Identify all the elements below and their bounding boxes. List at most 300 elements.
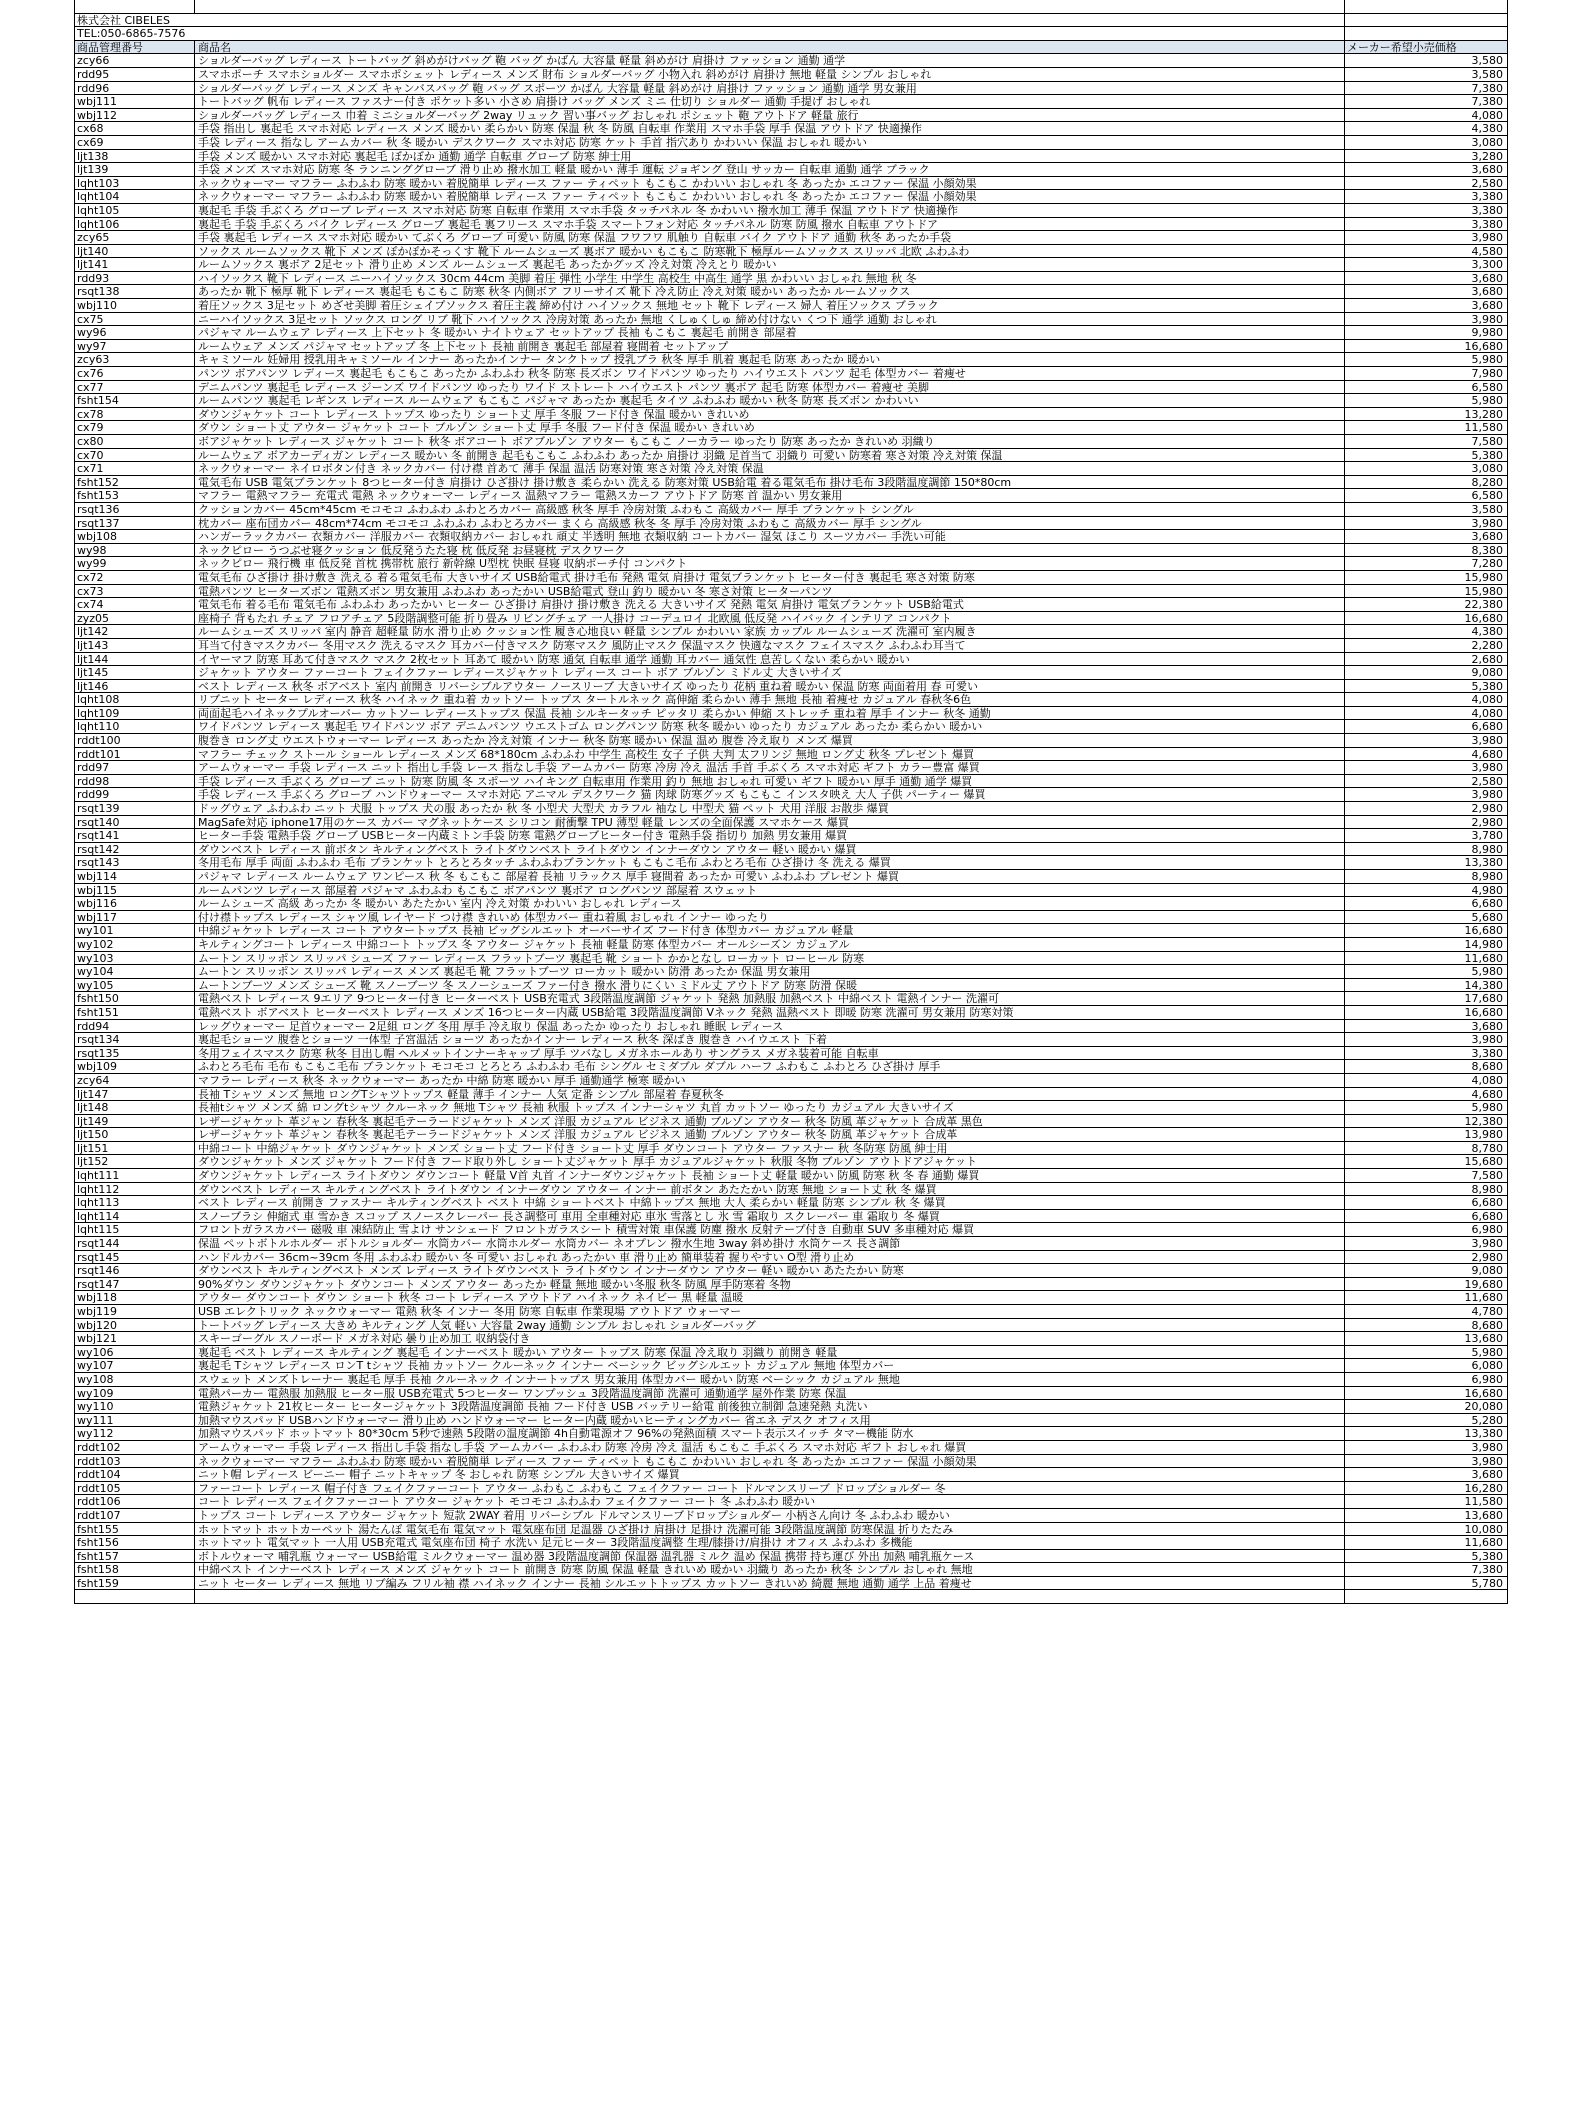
product-code[interactable]: wy99 xyxy=(74,557,194,571)
product-name[interactable]: 電熱パーカー 電熱服 加熱服 ヒーター服 USB充電式 5つヒーター ワンプッシュ 3段階温度調節 洗濯可 通勤通学 屋外作業 防寒 保温 xyxy=(194,1387,1344,1401)
product-name[interactable]: 手袋 メンズ 暖かい スマホ対応 裏起毛 ぼかぼか 通勤 通学 自転車 グローブ 防寒 紳士用 xyxy=(194,150,1344,164)
header-code[interactable]: 商品管理番号 xyxy=(74,41,194,55)
product-name[interactable]: ムートンブーツ メンズ シューズ 靴 スノーブーツ 冬 スノーシューズ ファー付き 撥水 滑りにくい ミドル丈 アウトドア 防寒 防滑 保暖 xyxy=(194,979,1344,993)
product-code[interactable]: wbj119 xyxy=(74,1305,194,1319)
product-code[interactable]: wy110 xyxy=(74,1400,194,1414)
product-name[interactable]: USB エレクトリック ネックウォーマー 電熱 秋冬 インナー 冬用 防寒 自転車 作業現場 アウトドア ウォーマー xyxy=(194,1305,1344,1319)
product-code[interactable]: rddt107 xyxy=(74,1509,194,1523)
product-name[interactable]: ニット セーター レディース 無地 リブ編み フリル袖 襟 ハイネック インナー 長袖 シルエットトップス カットソー きれいめ 綺麗 無地 通勤 通学 上品 着痩せ xyxy=(194,1577,1344,1591)
product-price[interactable]: 8,680 xyxy=(1344,1319,1508,1333)
product-price[interactable]: 17,680 xyxy=(1344,992,1508,1006)
product-price[interactable]: 16,680 xyxy=(1344,924,1508,938)
product-code[interactable]: lqht111 xyxy=(74,1169,194,1183)
product-code[interactable]: wy104 xyxy=(74,965,194,979)
product-name[interactable]: 裏起毛ショーツ 腹巻とショーツ 一体型 子宮温活 ショーツ あったかインナー レディース 秋冬 深ばき 腹巻き ハイウエスト 下着 xyxy=(194,1033,1344,1047)
product-name[interactable]: ニット帽 レディース ビーニー 帽子 ニットキャップ 冬 おしゃれ 防寒 シンプル 大きいサイズ 爆買 xyxy=(194,1468,1344,1482)
product-price[interactable]: 5,980 xyxy=(1344,353,1508,367)
product-code[interactable]: lqht115 xyxy=(74,1223,194,1237)
product-code[interactable]: wbj116 xyxy=(74,897,194,911)
product-price[interactable]: 10,080 xyxy=(1344,1523,1508,1537)
product-price[interactable]: 6,680 xyxy=(1344,720,1508,734)
product-name[interactable]: 電気毛布 着る毛布 電気毛布 ふわふわ あったかい ヒーター ひざ掛け 肩掛け 掛け敷き 洗える 大きいサイズ 発熱 電気 肩掛け 電気ブランケット USB給電式 xyxy=(194,598,1344,612)
product-code[interactable]: ljt143 xyxy=(74,639,194,653)
product-price[interactable]: 7,380 xyxy=(1344,1563,1508,1577)
product-price[interactable]: 19,680 xyxy=(1344,1278,1508,1292)
product-code[interactable]: fsht155 xyxy=(74,1523,194,1537)
product-code[interactable]: ljt150 xyxy=(74,1128,194,1142)
product-name[interactable]: 座椅子 背もたれ チェア フロアチェア 5段階調整可能 折り畳み リビングチェア 一人掛け コーデュロイ 北欧風 低反発 ハイバック インテリア コンパクト xyxy=(194,612,1344,626)
product-price[interactable]: 4,980 xyxy=(1344,884,1508,898)
product-code[interactable]: wy101 xyxy=(74,924,194,938)
product-name[interactable]: ボアジャケット レディース ジャケット コート 秋冬 ボアコート ボアブルゾン アウター もこもこ ノーカラー ゆったり 防寒 あったか きれいめ 羽織り xyxy=(194,435,1344,449)
product-name[interactable]: 長袖tシャツ メンズ 綿 ロングtシャツ クルーネック 無地 Tシャツ 長袖 秋服 トップス インナーシャツ 丸首 カットソー ゆったり カジュアル 大きいサイズ xyxy=(194,1101,1344,1115)
product-code[interactable]: fsht159 xyxy=(74,1577,194,1591)
product-name[interactable]: 裏起毛 手袋 手ぶくろ バイク レディース グローブ 裏起毛 裏フリース スマホ手袋 スマートフォン対応 タッチパネル 防寒 防風 撥水 自転車 アウトドア xyxy=(194,218,1344,232)
product-price[interactable]: 3,280 xyxy=(1344,150,1508,164)
product-price[interactable]: 3,980 xyxy=(1344,1237,1508,1251)
product-name[interactable]: 冬用毛布 厚手 両面 ふわふわ 毛布 ブランケット とろとろタッチ ふわふわブランケット もこもこ毛布 ふわとろ毛布 ひざ掛け 冬 洗える 爆買 xyxy=(194,856,1344,870)
product-code[interactable]: ljt144 xyxy=(74,653,194,667)
product-code[interactable]: lqht106 xyxy=(74,218,194,232)
company-tel[interactable]: TEL:050-6865-7576 xyxy=(74,27,1344,41)
product-name[interactable]: アウター ダウンコート ダウン ショート 秋冬 コート レディース アウトドア ハイネック ネイビー 黒 軽量 温暖 xyxy=(194,1291,1344,1305)
product-name[interactable]: ドッグウェア ふわふわ ニット 犬服 トップス 犬の服 あったか 秋 冬 小型犬 大型犬 カラフル 袖なし 中型犬 猫 ペット 犬用 洋服 お散歩 爆買 xyxy=(194,802,1344,816)
product-name[interactable]: 中綿ジャケット レディース コート アウタートップス 長袖 ビッグシルエット オーバーサイズ フード付き 体型カバー カジュアル 軽量 xyxy=(194,924,1344,938)
product-price[interactable]: 3,680 xyxy=(1344,163,1508,177)
product-code[interactable]: fsht150 xyxy=(74,992,194,1006)
product-price[interactable]: 6,680 xyxy=(1344,1196,1508,1210)
product-code[interactable]: ljt148 xyxy=(74,1101,194,1115)
product-name[interactable]: 加熱マウスパッド USBハンドウォーマー 滑り止め ハンドウォーマー ヒーター内蔵 暖かいヒーティングカバー 省エネ デスク オフィス用 xyxy=(194,1414,1344,1428)
product-name[interactable]: 手袋 レディース 指なし アームカバー 秋 冬 暖かい デスクワーク スマホ対応 防寒 ケット 手首 指穴あり かわいい 保温 おしゃれ 暖かい xyxy=(194,136,1344,150)
product-code[interactable]: lqht114 xyxy=(74,1210,194,1224)
product-price[interactable]: 3,980 xyxy=(1344,788,1508,802)
product-name[interactable]: ボトルウォーマ 哺乳瓶 ウォーマー USB給電 ミルクウォーマー 温め器 3段階温度調節 保温器 温乳器 ミルク 温め 保温 携帯 持ち運び 外出 加熱 哺乳瓶ケース xyxy=(194,1550,1344,1564)
product-code[interactable]: wy109 xyxy=(74,1387,194,1401)
product-code[interactable]: ljt147 xyxy=(74,1088,194,1102)
product-name[interactable]: ダウンベスト キルティングベスト メンズ レディース ライトダウンベスト ライトダウン インナーダウン アウター 軽い 暖かい あたたかい 防寒 xyxy=(194,1264,1344,1278)
product-price[interactable]: 13,680 xyxy=(1344,1509,1508,1523)
product-price[interactable]: 4,680 xyxy=(1344,748,1508,762)
product-price[interactable]: 5,780 xyxy=(1344,1577,1508,1591)
product-code[interactable]: zcy63 xyxy=(74,353,194,367)
product-name[interactable]: 中綿コート 中綿ジャケット ダウンジャケット メンズ ショート丈 フード付き ショート丈 厚手 ダウンコート アウター ファスナー 秋 冬防寒 防風 紳士用 xyxy=(194,1142,1344,1156)
product-code[interactable]: cx80 xyxy=(74,435,194,449)
product-code[interactable]: ljt141 xyxy=(74,258,194,272)
product-price[interactable]: 16,680 xyxy=(1344,340,1508,354)
product-name[interactable]: スノーブラシ 伸縮式 車 雪かき スコップ スノースクレーパー 長さ調整可 車用 全車種対応 車氷 雪落とし 氷 雪 霜取り スクレーパー 車 霜取り 冬 爆買 xyxy=(194,1210,1344,1224)
product-price[interactable]: 22,380 xyxy=(1344,598,1508,612)
product-code[interactable]: fsht153 xyxy=(74,489,194,503)
product-price[interactable]: 5,380 xyxy=(1344,680,1508,694)
product-name[interactable]: トートバッグ 帆布 レディース ファスナー付き ポケット多い 小さめ 肩掛け バッグ メンズ ミニ 仕切り ショルダー 通勤 手提げ おしゃれ xyxy=(194,95,1344,109)
product-code[interactable]: ljt151 xyxy=(74,1142,194,1156)
product-price[interactable]: 14,980 xyxy=(1344,938,1508,952)
product-price[interactable]: 3,980 xyxy=(1344,1441,1508,1455)
product-name[interactable]: 枕カバー 座布団カバー 48cm*74cm モコモコ ふわふわ ふわとろカバー まくら 高級感 秋冬 冬 厚手 冷房対策 ふわもこ 高級カバー 厚手 シングル xyxy=(194,517,1344,531)
product-code[interactable]: cx74 xyxy=(74,598,194,612)
product-name[interactable]: 電熱ジャケット 21枚ヒーター ヒータージャケット 3段階温度調節 長袖 フード付き USB バッテリー給電 前後独立制御 急速発熱 丸洗い xyxy=(194,1400,1344,1414)
product-code[interactable]: wy103 xyxy=(74,952,194,966)
product-price[interactable]: 5,380 xyxy=(1344,449,1508,463)
product-price[interactable]: 7,380 xyxy=(1344,82,1508,96)
product-code[interactable]: lqht105 xyxy=(74,204,194,218)
product-price[interactable]: 3,980 xyxy=(1344,313,1508,327)
product-name[interactable]: ネックウォーマー マフラー ふわふわ 防寒 暖かい 着脱簡単 レディース ファー ティペット もこもこ かわいい おしゃれ 冬 あったか エコファー 保温 小顔効果 xyxy=(194,177,1344,191)
product-price[interactable]: 3,580 xyxy=(1344,54,1508,68)
product-price[interactable]: 4,080 xyxy=(1344,693,1508,707)
product-name[interactable]: ホットマット 電気マット 一人用 USB充電式 電気座布団 椅子 水洗い 足元ヒーター 3段階温度調整 生理/膝掛け/肩掛け オフィス ふわふわ 多機能 xyxy=(194,1536,1344,1550)
product-code[interactable]: wbj110 xyxy=(74,299,194,313)
product-name[interactable]: 中綿ベスト インナーベスト レディース メンズ ジャケット コート 前開き 防寒 防風 保温 軽量 きれいめ 暖かい 羽織り あったか 秋冬 シンプル おしゃれ 無地 xyxy=(194,1563,1344,1577)
product-name[interactable]: ニーハイソックス 3足セット ソックス ロング リブ 靴下 ハイソックス 冷房対策 あったか 無地 くしゅくしゅ 締め付けない くつ下 通学 通勤 おしゃれ xyxy=(194,313,1344,327)
product-price[interactable]: 3,380 xyxy=(1344,204,1508,218)
product-code[interactable]: rdd97 xyxy=(74,761,194,775)
product-code[interactable]: wy112 xyxy=(74,1427,194,1441)
product-code[interactable]: fsht154 xyxy=(74,394,194,408)
product-price[interactable]: 5,280 xyxy=(1344,1414,1508,1428)
product-price[interactable]: 16,680 xyxy=(1344,612,1508,626)
product-code[interactable]: rsqt143 xyxy=(74,856,194,870)
product-price[interactable]: 9,080 xyxy=(1344,666,1508,680)
product-price[interactable]: 16,680 xyxy=(1344,1006,1508,1020)
product-code[interactable]: fsht158 xyxy=(74,1563,194,1577)
product-price[interactable]: 13,680 xyxy=(1344,1332,1508,1346)
product-code[interactable]: ljt139 xyxy=(74,163,194,177)
product-name[interactable]: パンツ ボアパンツ レディース 裏起毛 もこもこ あったか ふわふわ 秋冬 防寒 長ズボン ワイドパンツ ゆったり ハイウエスト パンツ 起毛 体型カバー 着痩せ xyxy=(194,367,1344,381)
product-code[interactable]: cx76 xyxy=(74,367,194,381)
product-price[interactable]: 3,680 xyxy=(1344,1468,1508,1482)
product-price[interactable]: 4,580 xyxy=(1344,245,1508,259)
product-code[interactable]: ljt142 xyxy=(74,625,194,639)
product-code[interactable]: rsqt145 xyxy=(74,1251,194,1265)
product-price[interactable]: 5,680 xyxy=(1344,911,1508,925)
product-name[interactable]: 電気毛布 USB 電気ブランケット 8つヒーター付き 肩掛け ひざ掛け 掛け敷き 柔らかい 洗える 防寒対策 USB給電 着る電気毛布 掛け毛布 3段階温度調節 150*80cm xyxy=(194,476,1344,490)
product-name[interactable]: ベスト レディース 前開き ファスナー キルティングベスト ベスト 中綿 ショートベスト 中綿トップス 無地 大人 柔らかい 軽量 防寒 シンプル 秋 冬 爆買 xyxy=(194,1196,1344,1210)
product-code[interactable]: rsqt138 xyxy=(74,285,194,299)
product-price[interactable]: 13,380 xyxy=(1344,856,1508,870)
product-price[interactable]: 6,080 xyxy=(1344,1359,1508,1373)
product-name[interactable]: アームウォーマー 手袋 レディース 指出し手袋 指なし手袋 アームカバー ふわふわ 防寒 冷房 冷え 温活 もこもこ 手ぶくろ スマホ対応 ギフト おしゃれ 爆買 xyxy=(194,1441,1344,1455)
product-name[interactable]: 電熱ベスト レディース 9エリア 9つヒーター付き ヒーターベスト USB充電式 3段階温度調節 ジャケット 発熱 加熱服 加熱ベスト 中綿ベスト 電熱インナー 洗濯可 xyxy=(194,992,1344,1006)
product-price[interactable]: 16,680 xyxy=(1344,1387,1508,1401)
product-price[interactable]: 3,580 xyxy=(1344,68,1508,82)
product-code[interactable]: rddt102 xyxy=(74,1441,194,1455)
product-code[interactable]: wy107 xyxy=(74,1359,194,1373)
product-name[interactable]: 両面起毛ハイネックプルオーバー カットソー レディーストップス 保温 長袖 シルキータッチ ピッタリ 柔らかい 伸縮 ストレッチ 重ね着 厚手 インナー 秋冬 通勤 xyxy=(194,707,1344,721)
product-name[interactable]: 着圧ソックス 3足セット めざせ美脚 着圧シェイプソックス 着圧主義 締め付け ハイソックス 無地 セット 靴下 レディース 婦人 着圧ソックス ブラック xyxy=(194,299,1344,313)
product-code[interactable]: cx70 xyxy=(74,449,194,463)
product-name[interactable]: キルティングコート レディース 中綿コート トップス 冬 アウター ジャケット 長袖 軽量 防寒 体型カバー オールシーズン カジュアル xyxy=(194,938,1344,952)
product-price[interactable]: 4,080 xyxy=(1344,707,1508,721)
product-name[interactable]: 保温 ペットボトルホルダー ボトルショルダー 水筒カバー 水筒ホルダー 水筒カバー ネオプレン 撥水生地 3way 斜め掛け 水筒ケース 長さ調節 xyxy=(194,1237,1344,1251)
product-price[interactable]: 8,980 xyxy=(1344,1183,1508,1197)
product-name[interactable]: 手袋 裏起毛 レディース スマホ対応 暖かい てぶくろ グローブ 可愛い 防風 防寒 保温 フワフワ 肌触り 自転車 バイク アウトドア 通勤 秋冬 あったか手袋 xyxy=(194,231,1344,245)
product-name[interactable]: 裏起毛 手袋 手ぶくろ グローブ レディース スマホ対応 防寒 自転車 作業用 スマホ手袋 タッチパネル 冬 かわいい 撥水加工 薄手 保温 アウトドア 快適操作 xyxy=(194,204,1344,218)
product-name[interactable]: 手袋 指出し 裏起毛 スマホ対応 レディース メンズ 暖かい 柔らかい 防寒 保温 秋 冬 防風 自転車 作業用 スマホ手袋 厚手 保温 アウトドア 快適操作 xyxy=(194,122,1344,136)
product-code[interactable]: cx71 xyxy=(74,462,194,476)
product-code[interactable]: cx78 xyxy=(74,408,194,422)
product-price[interactable]: 16,280 xyxy=(1344,1482,1508,1496)
product-price[interactable]: 3,680 xyxy=(1344,1020,1508,1034)
product-code[interactable]: cx73 xyxy=(74,585,194,599)
product-code[interactable]: lqht113 xyxy=(74,1196,194,1210)
product-code[interactable]: rsqt144 xyxy=(74,1237,194,1251)
product-name[interactable]: 加熱マウスパッド ホットマット 80*30cm 5秒で速熱 5段階の温度調節 4h自動電源オフ 96%の発熱面積 スマート表示スイッチ タマー機能 防水 xyxy=(194,1427,1344,1441)
product-name[interactable]: ネックウォーマー ネイロボタン付き ネックカバー 付け襟 首あて 薄手 保温 温活 防寒対策 寒さ対策 冷え対策 保温 xyxy=(194,462,1344,476)
product-price[interactable]: 20,080 xyxy=(1344,1400,1508,1414)
product-name[interactable]: ダウンベスト レディース 前ボタン キルティングベスト ライトダウンベスト ライトダウン インナーダウン アウター 軽い 暖かい 爆買 xyxy=(194,843,1344,857)
product-price[interactable]: 4,080 xyxy=(1344,1074,1508,1088)
product-price[interactable]: 5,380 xyxy=(1344,1550,1508,1564)
product-name[interactable]: パジャマ レディース ルームウェア ワンピース 秋 冬 もこもこ 部屋着 長袖 リラックス 厚手 寝間着 あったか 可愛い ふわふわ プレゼント 爆買 xyxy=(194,870,1344,884)
product-code[interactable]: cx75 xyxy=(74,313,194,327)
product-name[interactable]: 長袖 Tシャツ メンズ 無地 ロングTシャツトップス 軽量 薄手 インナー 人気 定番 シンプル 部屋着 春夏秋冬 xyxy=(194,1088,1344,1102)
product-price[interactable]: 6,980 xyxy=(1344,1223,1508,1237)
product-name[interactable]: スキーゴーグル スノーボード メガネ対応 曇り止め加工 収納袋付き xyxy=(194,1332,1344,1346)
product-name[interactable]: 電熱パンツ ヒーターズボン 電熱ズボン 男女兼用 ふわふわ あったかい USB給電式 登山 釣り 暖かい 冬 寒さ対策 ヒーターパンツ xyxy=(194,585,1344,599)
product-code[interactable]: wy102 xyxy=(74,938,194,952)
product-price[interactable]: 11,580 xyxy=(1344,1495,1508,1509)
product-code[interactable]: cx72 xyxy=(74,571,194,585)
product-code[interactable]: fsht152 xyxy=(74,476,194,490)
product-code[interactable]: wbj111 xyxy=(74,95,194,109)
product-code[interactable]: wbj112 xyxy=(74,109,194,123)
product-price[interactable]: 13,980 xyxy=(1344,1128,1508,1142)
product-price[interactable]: 8,280 xyxy=(1344,476,1508,490)
product-code[interactable]: cx68 xyxy=(74,122,194,136)
product-name[interactable]: ルームウェア ボアカーディガン レディース 暖かい 冬 前開き 起毛もこもこ ふわふわ あったか 肩掛け 羽織 足首当て 羽織り 可愛い 防寒着 寒さ対策 冷え対策 保温 xyxy=(194,449,1344,463)
product-code[interactable]: lqht103 xyxy=(74,177,194,191)
product-name[interactable]: ハイソックス 靴下 レディース ニーハイソックス 30cm 44cm 美脚 着圧 弾性 小学生 中学生 高校生 中高生 通学 黒 かわいい おしゃれ 無地 秋 冬 xyxy=(194,272,1344,286)
product-code[interactable]: ljt149 xyxy=(74,1115,194,1129)
product-price[interactable]: 14,380 xyxy=(1344,979,1508,993)
product-name[interactable]: スウェット メンズトレーナー 裏起毛 厚手 長袖 クルーネック インナートップス 男女兼用 体型カバー 暖かい 防寒 ベーシック カジュアル 無地 xyxy=(194,1373,1344,1387)
product-price[interactable]: 8,980 xyxy=(1344,870,1508,884)
product-name[interactable]: アームウォーマー 手袋 レディース ニット 指出し手袋 レース 指なし手袋 アームカバー 防寒 冷房 冷え 温活 手首 手ぶくろ スマホ対応 ギフト カラー豊富 爆買 xyxy=(194,761,1344,775)
product-code[interactable]: lqht109 xyxy=(74,707,194,721)
product-name[interactable]: イヤーマフ 防寒 耳あて付きマスク マスク 2枚セット 耳あて 暖かい 防寒 通気 自転車 通学 通勤 耳カバー 通気性 息苦しくない 柔らかい 暖かい xyxy=(194,653,1344,667)
product-code[interactable]: rsqt137 xyxy=(74,517,194,531)
product-code[interactable]: zcy64 xyxy=(74,1074,194,1088)
product-name[interactable]: 90%ダウン ダウンジャケット ダウンコート メンズ アウター あったか 軽量 無地 暖かい冬服 秋冬 防風 厚手防寒着 冬物 xyxy=(194,1278,1344,1292)
product-price[interactable]: 12,380 xyxy=(1344,1115,1508,1129)
product-name[interactable]: 電熱ベスト ボアベスト ヒーターベスト レディース メンズ 16つヒーター内蔵 USB給電 3段階温度調節 Vネック 発熱 温熱ベスト 即暖 防寒 洗濯可 男女兼用 防寒対策 xyxy=(194,1006,1344,1020)
product-code[interactable]: fsht157 xyxy=(74,1550,194,1564)
product-name[interactable]: ヒーター手袋 電熱手袋 グローブ USBヒーター内蔵ミトン手袋 防寒 電熱グローブヒーター付き 電熱手袋 指切り 加熱 男女兼用 爆買 xyxy=(194,829,1344,843)
product-price[interactable]: 3,380 xyxy=(1344,190,1508,204)
product-price[interactable]: 13,280 xyxy=(1344,408,1508,422)
product-code[interactable]: lqht112 xyxy=(74,1183,194,1197)
product-price[interactable]: 5,980 xyxy=(1344,1346,1508,1360)
product-price[interactable]: 2,680 xyxy=(1344,653,1508,667)
product-name[interactable]: 耳当て付きマスクカバー 冬用マスク 洗えるマスク 耳カバー付きマスク 防寒マスク 風防止マスク 保温マスク 快適なマスク フェイスマスク ふわふわ耳当て xyxy=(194,639,1344,653)
product-code[interactable]: wy108 xyxy=(74,1373,194,1387)
product-code[interactable]: ljt152 xyxy=(74,1155,194,1169)
product-code[interactable]: rdd94 xyxy=(74,1020,194,1034)
product-price[interactable]: 3,680 xyxy=(1344,272,1508,286)
product-name[interactable]: スマホポーチ スマホショルダー スマホポシェット レディース メンズ 財布 ショルダーバッグ 小物入れ 斜めがけ 肩掛け 無地 軽量 シンプル おしゃれ xyxy=(194,68,1344,82)
product-price[interactable]: 3,780 xyxy=(1344,829,1508,843)
product-price[interactable]: 3,080 xyxy=(1344,136,1508,150)
product-code[interactable]: rsqt142 xyxy=(74,843,194,857)
product-name[interactable]: ハンドルカバー 36cm~39cm 冬用 ふわふわ 暖かい 冬 可愛い おしゃれ あったかい 車 滑り止め 簡単装着 握りやすい O型 滑り止め xyxy=(194,1251,1344,1265)
product-code[interactable]: wbj115 xyxy=(74,884,194,898)
product-price[interactable]: 4,780 xyxy=(1344,1305,1508,1319)
product-price[interactable]: 11,580 xyxy=(1344,421,1508,435)
product-price[interactable]: 9,980 xyxy=(1344,326,1508,340)
product-code[interactable]: wbj121 xyxy=(74,1332,194,1346)
product-code[interactable]: rsqt140 xyxy=(74,816,194,830)
product-price[interactable]: 7,580 xyxy=(1344,1169,1508,1183)
product-name[interactable]: ネックピロー うつぶせ寝クッション 低反発うたた寝 枕 低反発 お昼寝枕 デスクワーク xyxy=(194,544,1344,558)
product-code[interactable]: rsqt141 xyxy=(74,829,194,843)
product-code[interactable]: fsht151 xyxy=(74,1006,194,1020)
product-name[interactable]: 付け襟トップス レディース シャツ風 レイヤード つけ襟 きれいめ 体型カバー 重ね着風 おしゃれ インナー ゆったり xyxy=(194,911,1344,925)
product-name[interactable]: トートバッグ レディース 大きめ キルティング 人気 軽い 大容量 2way 通勤 シンプル おしゃれ ショルダーバッグ xyxy=(194,1319,1344,1333)
product-code[interactable]: rsqt134 xyxy=(74,1033,194,1047)
product-code[interactable]: wbj118 xyxy=(74,1291,194,1305)
product-code[interactable]: rdd98 xyxy=(74,775,194,789)
product-price[interactable]: 5,980 xyxy=(1344,394,1508,408)
product-code[interactable]: zyz05 xyxy=(74,612,194,626)
product-name[interactable]: 電気毛布 ひざ掛け 掛け敷き 洗える 着る電気毛布 大きいサイズ USB給電式 掛け毛布 発熱 電気 肩掛け 電気ブランケット ヒーター付き 裏起毛 寒さ対策 防寒 xyxy=(194,571,1344,585)
product-code[interactable]: cx69 xyxy=(74,136,194,150)
product-name[interactable]: ワイドパンツ レディース 裏起毛 ワイドパンツ ボア デニムパンツ ウエストゴム ロングパンツ 防寒 秋冬 暖かい ゆったり カジュアル あったか 柔らかい 暖かい xyxy=(194,720,1344,734)
product-code[interactable]: wbj114 xyxy=(74,870,194,884)
product-name[interactable]: ルームシューズ スリッパ 室内 静音 超軽量 防水 滑り止め クッション性 履き心地良い 軽量 シンプル かわいい 家族 カップル ルームシューズ 洗濯可 室内履き xyxy=(194,625,1344,639)
product-price[interactable]: 3,980 xyxy=(1344,761,1508,775)
product-price[interactable]: 7,280 xyxy=(1344,557,1508,571)
product-name[interactable]: ダウンジャケット レディース ライトダウン ダウンコート 軽量 V首 丸首 インナーダウンジャケット 長袖 ショート丈 軽量 暖かい 防風 防寒 秋 冬 春 通勤 爆買 xyxy=(194,1169,1344,1183)
product-name[interactable]: レザージャケット 革ジャン 春秋冬 裏起毛テーラードジャケット メンズ 洋服 カジュアル ビジネス 通勤 ブルゾン アウター 秋冬 防風 革ジャケット 合成革 xyxy=(194,1128,1344,1142)
product-code[interactable]: lqht108 xyxy=(74,693,194,707)
product-code[interactable]: wy106 xyxy=(74,1346,194,1360)
product-name[interactable]: ムートン スリッポン スリッパ シューズ ファー レディース フラットブーツ 裏起毛 靴 ショート かかとなし ローカット ローヒール 防寒 xyxy=(194,952,1344,966)
product-code[interactable]: zcy66 xyxy=(74,54,194,68)
product-code[interactable]: rddt100 xyxy=(74,734,194,748)
product-name[interactable]: マフラー チェック ストール ショール レディース メンズ 68*180cm ふわふわ 中学生 高校生 女子 子供 大判 太フリンジ 無地 ロング丈 秋冬 プレゼント 爆買 xyxy=(194,748,1344,762)
product-price[interactable]: 7,980 xyxy=(1344,367,1508,381)
product-name[interactable]: ショルダーバッグ レディース トートバッグ 斜めがけバッグ 鞄 バッグ かばん 大容量 軽量 斜めがけ 肩掛け ファッション 通勤 通学 xyxy=(194,54,1344,68)
product-code[interactable]: rddt105 xyxy=(74,1482,194,1496)
product-price[interactable]: 8,780 xyxy=(1344,1142,1508,1156)
product-name[interactable]: ダウン ショート丈 アウター ジャケット コート ブルゾン ショート丈 厚手 冬服 フード付き 保温 暖かい きれいめ xyxy=(194,421,1344,435)
product-name[interactable]: あったか 靴下 極厚 靴下 レディース 裏起毛 もこもこ 防寒 秋冬 内側ボア フリーサイズ 靴下 冷え防止 冷え対策 暖かい あったか ルームソックス xyxy=(194,285,1344,299)
product-name[interactable]: ネックピロー 飛行機 車 低反発 首枕 携帯枕 旅行 新幹線 U型枕 快眠 昼寝 収納ポーチ付 コンパクト xyxy=(194,557,1344,571)
product-code[interactable]: rddt106 xyxy=(74,1495,194,1509)
product-price[interactable]: 4,080 xyxy=(1344,109,1508,123)
product-name[interactable]: マフラー 電熱マフラー 充電式 電熱 ネックウォーマー レディース 温熱マフラー 電熱スカーフ アウトドア 防寒 首 温かい 男女兼用 xyxy=(194,489,1344,503)
product-price[interactable]: 11,680 xyxy=(1344,1291,1508,1305)
product-code[interactable]: wbj108 xyxy=(74,530,194,544)
product-price[interactable]: 3,080 xyxy=(1344,462,1508,476)
product-name[interactable]: ルームウェア メンズ パジャマ セットアップ 冬 上下セット 長袖 前開き 裏起毛 部屋着 寝間着 セットアップ xyxy=(194,340,1344,354)
product-price[interactable]: 2,980 xyxy=(1344,816,1508,830)
product-price[interactable]: 6,680 xyxy=(1344,897,1508,911)
product-code[interactable]: rddt104 xyxy=(74,1468,194,1482)
product-code[interactable]: ljt138 xyxy=(74,150,194,164)
product-name[interactable]: クッションカバー 45cm*45cm モコモコ ふわふわ ふわとろカバー 高級感 秋冬 厚手 冷房対策 ふわもこ 高級カバー 厚手 ブランケット シングル xyxy=(194,503,1344,517)
product-name[interactable]: ネックウォーマー マフラー ふわふわ 防寒 暖かい 着脱簡単 レディース ファー ティペット もこもこ かわいい おしゃれ 冬 あったか エコファー 保温 小顔効果 xyxy=(194,1455,1344,1469)
product-code[interactable]: rsqt135 xyxy=(74,1047,194,1061)
product-name[interactable]: マフラー レディース 秋冬 ネックウォーマー あったか 中綿 防寒 暖かい 厚手 通勤通学 極寒 暖かい xyxy=(194,1074,1344,1088)
product-name[interactable]: パジャマ ルームウェア レディース 上下セット 冬 暖かい ナイトウェア セットアップ 長袖 もこもこ 裏起毛 前開き 部屋着 xyxy=(194,326,1344,340)
product-name[interactable]: 手袋 メンズ スマホ対応 防寒 冬 ランニンググローブ 滑り止め 撥水加工 軽量 暖かい 薄手 運転 ジョギング 登山 サッカー 自転車 通勤 通学 ブラック xyxy=(194,163,1344,177)
product-code[interactable]: wy96 xyxy=(74,326,194,340)
product-code[interactable]: lqht104 xyxy=(74,190,194,204)
product-code[interactable]: rsqt147 xyxy=(74,1278,194,1292)
product-code[interactable]: rddt103 xyxy=(74,1455,194,1469)
product-name[interactable]: レッグウォーマー 足首ウォーマー 2足組 ロング 冬用 厚手 冷え取り 保温 あったか ゆったり おしゃれ 睡眠 レディース xyxy=(194,1020,1344,1034)
product-name[interactable]: ダウンベスト レディース キルティングベスト ライトダウン インナーダウン アウター インナー 前ボタン あたたかい 防寒 無地 ショート丈 秋 冬 爆買 xyxy=(194,1183,1344,1197)
product-code[interactable]: lqht110 xyxy=(74,720,194,734)
product-code[interactable]: fsht156 xyxy=(74,1536,194,1550)
product-code[interactable]: rsqt136 xyxy=(74,503,194,517)
product-price[interactable]: 3,980 xyxy=(1344,517,1508,531)
product-price[interactable]: 15,980 xyxy=(1344,585,1508,599)
product-code[interactable]: zcy65 xyxy=(74,231,194,245)
product-price[interactable]: 4,380 xyxy=(1344,625,1508,639)
product-price[interactable]: 11,680 xyxy=(1344,1536,1508,1550)
product-name[interactable]: ふわとろ毛布 毛布 もこもこ毛布 ブランケット モコモコ とろとろ ふわふわ 毛布 シングル セミダブル ダブル ハーフ ふわもこ ふわとろ ひざ掛け 厚手 xyxy=(194,1060,1344,1074)
product-code[interactable]: rddt101 xyxy=(74,748,194,762)
product-price[interactable]: 8,980 xyxy=(1344,843,1508,857)
product-price[interactable]: 7,580 xyxy=(1344,435,1508,449)
header-name[interactable]: 商品名 xyxy=(194,41,1344,55)
product-price[interactable]: 3,980 xyxy=(1344,231,1508,245)
product-price[interactable]: 8,680 xyxy=(1344,1060,1508,1074)
product-name[interactable]: ジャケット アウター ファーコート フェイクファー レディースジャケット レディース コート ボア ブルゾン ミドル丈 大きいサイズ xyxy=(194,666,1344,680)
product-price[interactable]: 6,580 xyxy=(1344,381,1508,395)
product-price[interactable]: 5,980 xyxy=(1344,1101,1508,1115)
product-price[interactable]: 2,280 xyxy=(1344,639,1508,653)
product-code[interactable]: ljt140 xyxy=(74,245,194,259)
product-price[interactable]: 2,980 xyxy=(1344,802,1508,816)
product-price[interactable]: 4,680 xyxy=(1344,1088,1508,1102)
product-code[interactable]: rdd96 xyxy=(74,82,194,96)
product-name[interactable]: ショルダーバッグ レディース メンズ キャンバスバッグ 鞄 バッグ スポーツ かばん 大容量 軽量 斜めがけ 肩掛け ファッション 通勤 通学 男女兼用 xyxy=(194,82,1344,96)
product-name[interactable]: コート レディース フェイクファーコート アウター ジャケット モコモコ ふわふわ フェイクファー コート 冬 ふわふわ 暖かい xyxy=(194,1495,1344,1509)
product-code[interactable]: wy105 xyxy=(74,979,194,993)
product-price[interactable]: 4,380 xyxy=(1344,122,1508,136)
product-code[interactable]: wbj117 xyxy=(74,911,194,925)
product-name[interactable]: キャミソール 妊婦用 授乳用キャミソール インナー あったかインナー タンクトップ 授乳ブラ 秋冬 厚手 肌着 裏起毛 防寒 あったか 暖かい xyxy=(194,353,1344,367)
product-name[interactable]: ネックウォーマー マフラー ふわふわ 防寒 暖かい 着脱簡単 レディース ファー ティペット もこもこ かわいい おしゃれ 冬 あったか エコファー 保温 小顔効果 xyxy=(194,190,1344,204)
product-code[interactable]: rsqt146 xyxy=(74,1264,194,1278)
product-code[interactable]: ljt145 xyxy=(74,666,194,680)
product-name[interactable]: ショルダーバッグ レディース 巾着 ミニショルダーバッグ 2way リュック 習い事バッグ おしゃれ ポシェット 鞄 アウトドア 軽量 旅行 xyxy=(194,109,1344,123)
product-name[interactable]: ルームパンツ レディース 部屋着 パジャマ ふわふわ もこもこ ボアパンツ 裏ボア ロングパンツ 部屋着 スウェット xyxy=(194,884,1344,898)
product-name[interactable]: 裏起毛 ベスト レディース キルティング 裏起毛 インナーベスト 暖かい アウター トップス 防寒 保温 冷え取り 羽織り 前開き 軽量 xyxy=(194,1346,1344,1360)
product-name[interactable]: ムートン スリッポン スリッパ レディース メンズ 裏起毛 靴 フラットブーツ ローカット 暖かい 防滑 あったか 保温 男女兼用 xyxy=(194,965,1344,979)
product-code[interactable]: rdd95 xyxy=(74,68,194,82)
product-code[interactable]: cx77 xyxy=(74,381,194,395)
product-price[interactable]: 2,980 xyxy=(1344,1251,1508,1265)
product-code[interactable]: cx79 xyxy=(74,421,194,435)
product-name[interactable]: ルームパンツ 裏起毛 レギンス レディース ルームウェア もこもこ パジャマ あったか 裏起毛 タイツ ふわふわ 暖かい 秋冬 防寒 長ズボン かわいい xyxy=(194,394,1344,408)
product-name[interactable]: 手袋 レディース 手ぶくろ グローブ ニット 防寒 防風 冬 スポーツ ハイキング 自転車用 作業用 釣り 無地 おしゃれ 可愛い ギフト 暖かい 厚手 通勤 通学 爆買 xyxy=(194,775,1344,789)
product-price[interactable]: 9,080 xyxy=(1344,1264,1508,1278)
product-code[interactable]: rdd93 xyxy=(74,272,194,286)
product-code[interactable]: ljt146 xyxy=(74,680,194,694)
product-price[interactable]: 3,680 xyxy=(1344,285,1508,299)
product-name[interactable]: MagSafe対応 iphone17用のケース カバー マグネットケース シリコン 耐衝撃 TPU 薄型 軽量 レンズの全面保護 スマホケース 爆買 xyxy=(194,816,1344,830)
product-code[interactable]: wy98 xyxy=(74,544,194,558)
product-name[interactable]: ベスト レディース 秋冬 ボアベスト 室内 前開き リバーシブルアウター ノースリーブ 大きいサイズ ゆったり 花柄 重ね着 暖かい 保温 防寒 両面着用 春 可愛い xyxy=(194,680,1344,694)
product-name[interactable]: デニムパンツ 裏起毛 レディース ジーンズ ワイドパンツ ゆったり ワイド ストレート ハイウエスト パンツ 裏ボア 起毛 防寒 体型カバー 着痩せ 美脚 xyxy=(194,381,1344,395)
product-price[interactable]: 2,580 xyxy=(1344,177,1508,191)
